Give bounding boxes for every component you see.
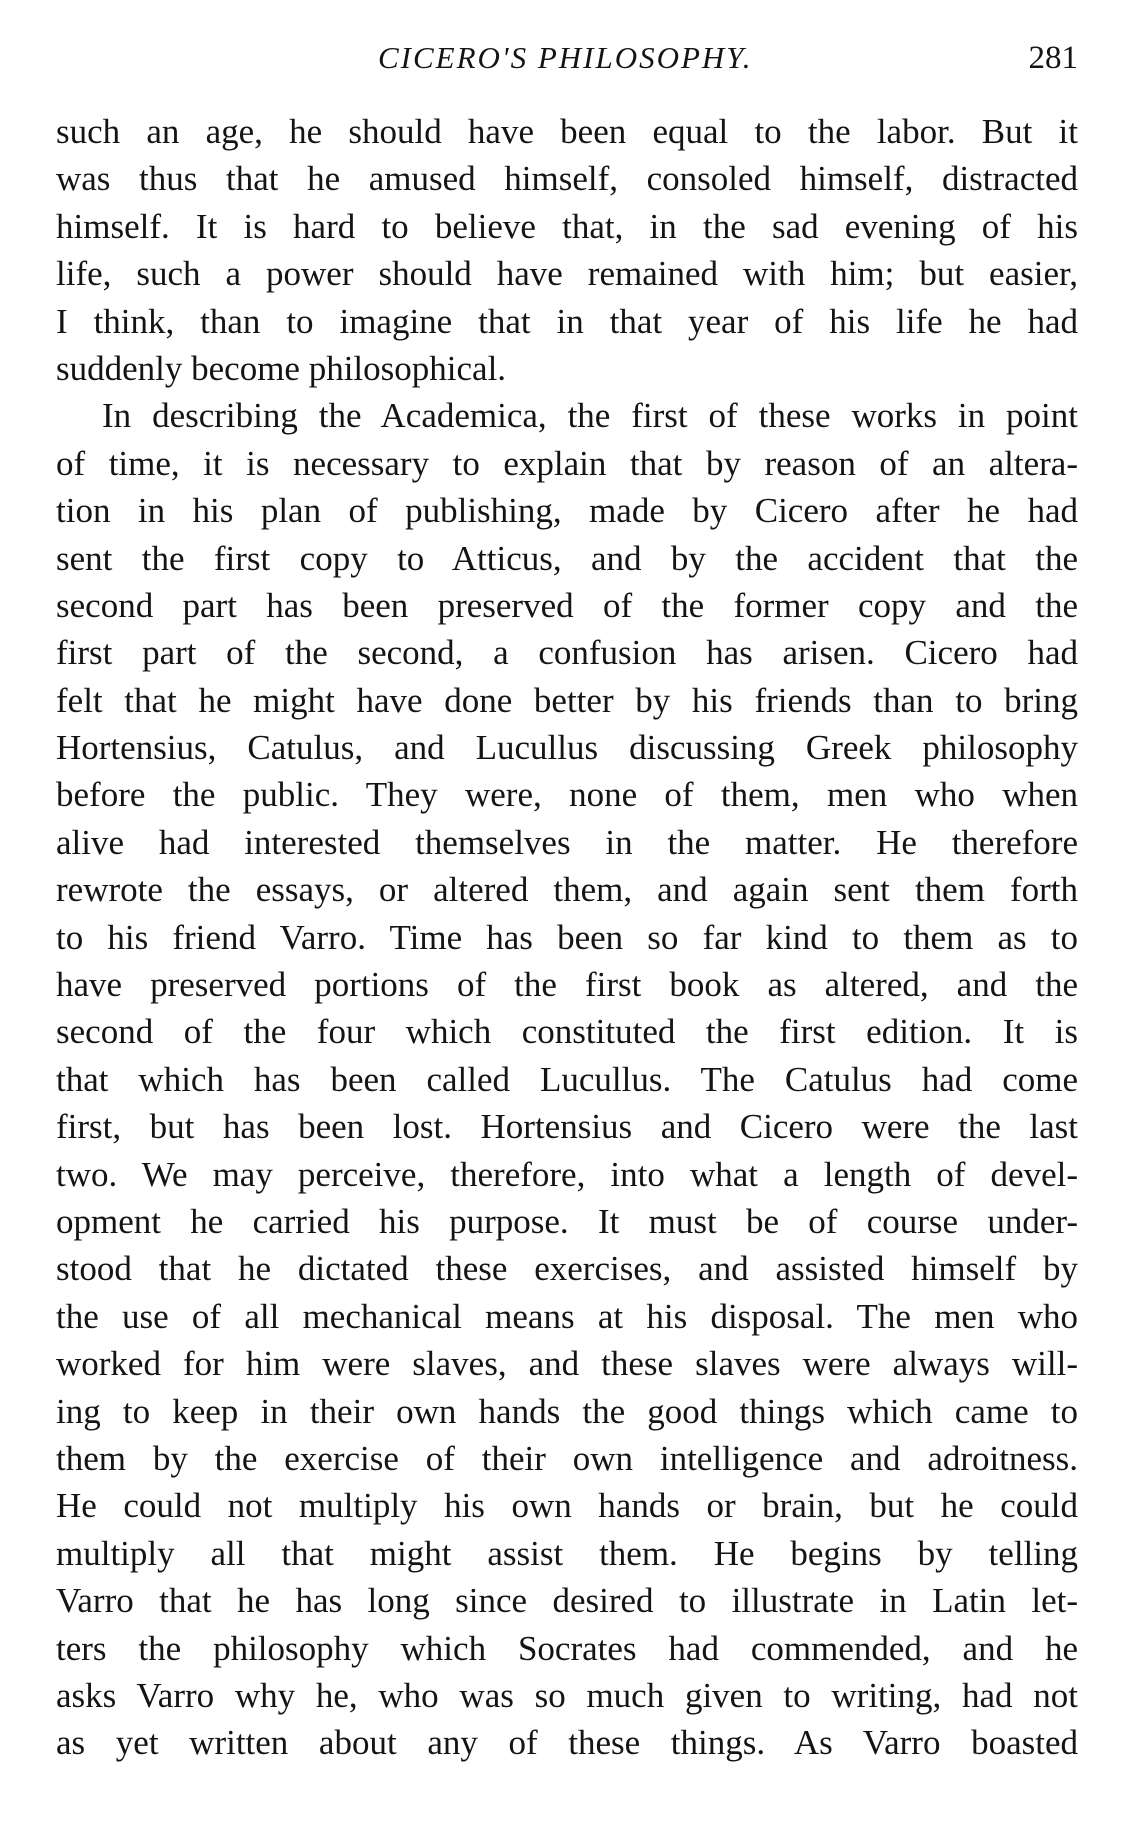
text-line: He could not multiply his own hands or brain, but he could — [56, 1486, 1078, 1526]
body-text — [56, 108, 1078, 1767]
text-line: have preserved portions of the first book as altered, and the — [56, 965, 1078, 1005]
text-line: them by the exercise of their own intelligence and adroitness. — [56, 1438, 1078, 1478]
text-line: Hortensius, Catulus, and Lucullus discussing Greek philosophy — [56, 728, 1078, 768]
text-line: second of the four which constituted the first edition. It is — [56, 1012, 1078, 1052]
text-line: multiply all that might assist them. He begins by telling — [56, 1533, 1078, 1573]
text-line: alive had interested themselves in the matter. He therefore — [56, 822, 1078, 862]
text-line: second part has been preserved of the former copy and the — [56, 585, 1078, 625]
text-line: before the public. They were, none of them, men who when — [56, 775, 1078, 815]
running-title: CICERO'S PHILOSOPHY. — [378, 40, 753, 75]
text-line: Varro that he has long since desired to illustrate in Latin let- — [56, 1581, 1078, 1621]
page-number: 281 — [1028, 40, 1078, 76]
text-line: was thus that he amused himself, consoled himself, distracted — [56, 159, 1078, 199]
text-line: to his friend Varro. Time has been so far kind to them as to — [56, 917, 1078, 957]
text-line: life, such a power should have remained with him; but easier, — [56, 254, 1078, 294]
text-line: himself. It is hard to believe that, in the sad evening of his — [56, 206, 1078, 246]
text-line: such an age, he should have been equal to the labor. But it — [56, 112, 1078, 151]
text-line: sent the first copy to Atticus, and by the accident that the — [56, 538, 1078, 578]
text-line: felt that he might have done better by his friends than to bring — [56, 680, 1078, 720]
text-line: first part of the second, a confusion has arisen. Cicero had — [56, 633, 1078, 673]
text-line: rewrote the essays, or altered them, and again sent them forth — [56, 870, 1078, 910]
text-line: as yet written about any of these things. As Varro boasted — [56, 1723, 1078, 1763]
text-line: stood that he dictated these exercises, and assisted himself by — [56, 1249, 1078, 1289]
text-line: ing to keep in their own hands the good things which came to — [56, 1391, 1078, 1431]
text-line: I think, than to imagine that in that year of his life he had — [56, 301, 1078, 341]
running-head — [58, 34, 1078, 84]
text-line: suddenly become philosophical. — [56, 348, 507, 388]
text-line: the use of all mechanical means at his disposal. The men who — [56, 1296, 1078, 1336]
text-line: asks Varro why he, who was so much given to writing, had not — [56, 1675, 1078, 1715]
text-line: tion in his plan of publishing, made by Cicero after he had — [56, 491, 1078, 531]
text-line: first, but has been lost. Hortensius and Cicero were the last — [56, 1107, 1078, 1147]
text-line: that which has been called Lucullus. The Catulus had come — [56, 1059, 1078, 1099]
text-line: two. We may perceive, therefore, into what a length of devel- — [56, 1154, 1078, 1194]
paragraph-start-line: In describing the Academica, the first of these works in point — [102, 396, 1078, 436]
text-line: worked for him were slaves, and these slaves were always will- — [56, 1344, 1078, 1384]
text-line: ters the philosophy which Socrates had commended, and he — [56, 1628, 1078, 1668]
text-line: of time, it is necessary to explain that by reason of an altera- — [56, 443, 1078, 483]
text-line: opment he carried his purpose. It must be of course under- — [56, 1201, 1078, 1241]
